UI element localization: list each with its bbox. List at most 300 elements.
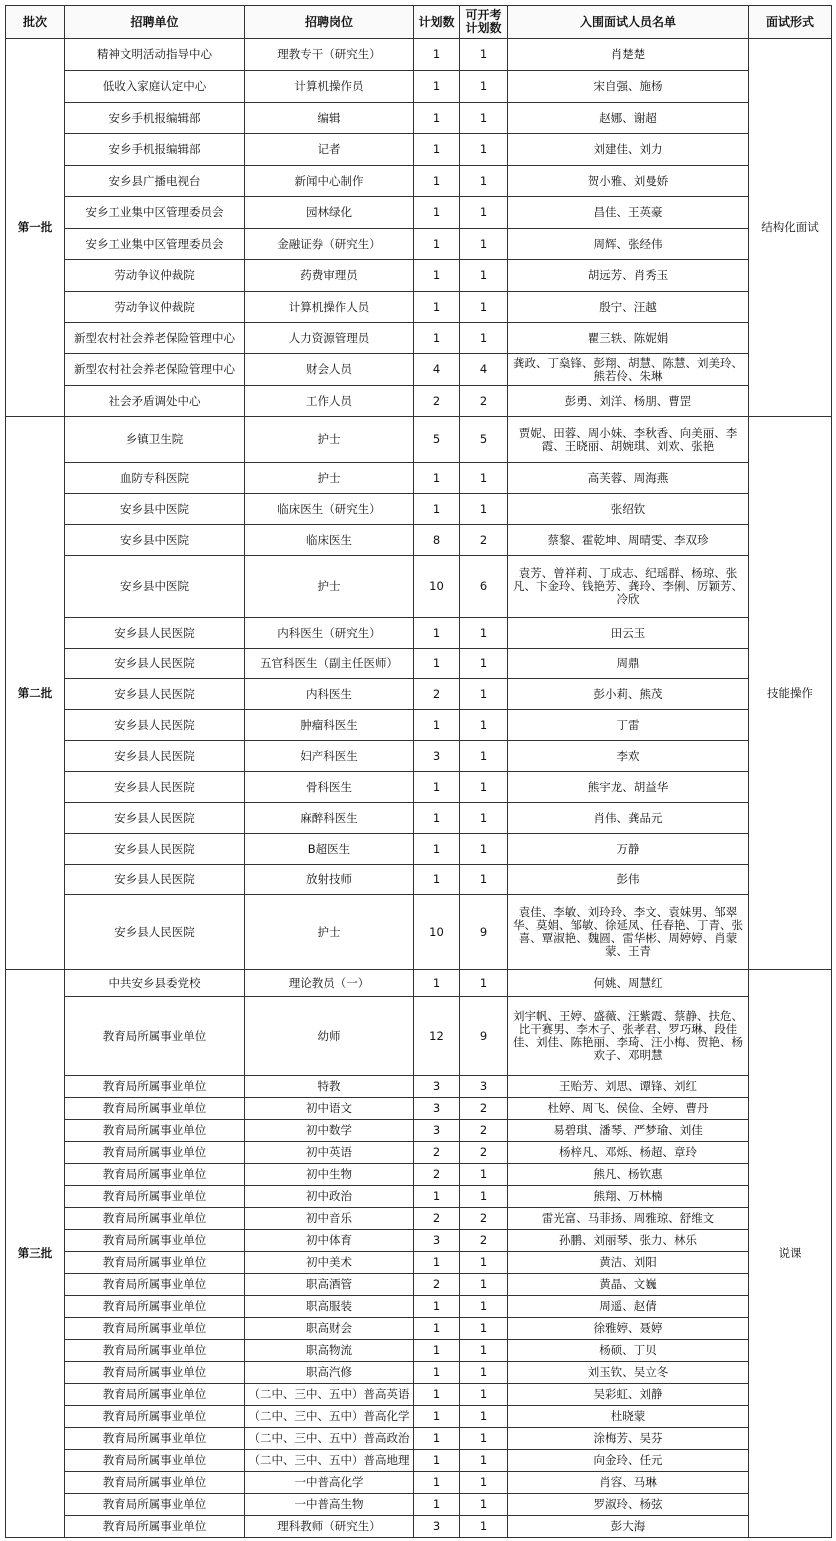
names-cell: 熊翔、万林楠 [508, 1186, 749, 1208]
header-batch: 批次 [6, 6, 65, 39]
table-row [6, 354, 832, 386]
open-plan-cell: 1 [460, 1274, 508, 1296]
plan-cell: 5 [414, 417, 460, 463]
names-cell: 蔡黎、霍乾坤、周晴雯、李双珍 [508, 525, 749, 556]
open-plan-cell: 1 [460, 1252, 508, 1274]
post-cell: 工作人员 [245, 386, 414, 417]
post-cell: 内科医生（研究生） [245, 618, 414, 649]
post-cell: 初中语文 [245, 1098, 414, 1120]
names-cell: 胡远芳、肖秀玉 [508, 260, 749, 292]
post-cell: 护士 [245, 463, 414, 494]
post-cell: 初中美术 [245, 1252, 414, 1274]
table-row [6, 1274, 832, 1296]
plan-cell: 1 [414, 166, 460, 197]
plan-cell: 2 [414, 1164, 460, 1186]
open-plan-cell: 1 [460, 772, 508, 803]
plan-cell: 1 [414, 1186, 460, 1208]
open-plan-cell: 2 [460, 1230, 508, 1252]
open-plan-cell: 1 [460, 1428, 508, 1450]
plan-cell: 2 [414, 386, 460, 417]
table-row [6, 386, 832, 417]
unit-cell: 安乡工业集中区管理委员会 [65, 197, 245, 229]
plan-cell: 10 [414, 556, 460, 618]
post-cell: 骨科医生 [245, 772, 414, 803]
plan-cell: 1 [414, 260, 460, 292]
open-plan-cell: 1 [460, 1516, 508, 1538]
unit-cell: 安乡县人民医院 [65, 710, 245, 741]
table-row [6, 865, 832, 895]
open-plan-cell: 3 [460, 1076, 508, 1098]
plan-cell: 1 [414, 710, 460, 741]
table-row [6, 1318, 832, 1340]
post-cell: 一中普高化学 [245, 1472, 414, 1494]
open-plan-cell: 1 [460, 494, 508, 525]
unit-cell: 教育局所属事业单位 [65, 1120, 245, 1142]
table-row [6, 618, 832, 649]
table-row [6, 229, 832, 260]
unit-cell: 教育局所属事业单位 [65, 1406, 245, 1428]
names-cell: 周鼎 [508, 649, 749, 679]
open-plan-cell: 1 [460, 1186, 508, 1208]
unit-cell: 教育局所属事业单位 [65, 1340, 245, 1362]
unit-cell: 教育局所属事业单位 [65, 1428, 245, 1450]
table-row [6, 1384, 832, 1406]
open-plan-cell: 1 [460, 260, 508, 292]
plan-cell: 1 [414, 463, 460, 494]
unit-cell: 安乡县人民医院 [65, 772, 245, 803]
plan-cell: 1 [414, 197, 460, 229]
plan-cell: 4 [414, 354, 460, 386]
plan-cell: 1 [414, 834, 460, 865]
post-cell: 特教 [245, 1076, 414, 1098]
unit-cell: 安乡县人民医院 [65, 803, 245, 834]
unit-cell: 劳动争议仲裁院 [65, 260, 245, 292]
open-plan-cell: 1 [460, 1384, 508, 1406]
open-plan-cell: 1 [460, 103, 508, 134]
batch-label: 第三批 [6, 970, 65, 1538]
names-cell: 张绍钦 [508, 494, 749, 525]
table-row [6, 1252, 832, 1274]
post-cell: 临床医生 [245, 525, 414, 556]
names-cell: 龚政、丁燊锋、彭翔、胡慧、陈慧、刘美玲、熊若伶、朱琳 [508, 354, 749, 386]
names-cell: 袁佳、李敏、刘玲玲、李文、袁妹男、邹翠华、莫娟、邹敏、徐延凤、任春艳、丁青、张喜、覃淑艳、魏圆、雷华彬、周婷婷、肖蒙蒙、王青 [508, 895, 749, 970]
unit-cell: 教育局所属事业单位 [65, 1208, 245, 1230]
plan-cell: 1 [414, 1318, 460, 1340]
open-plan-cell: 1 [460, 1406, 508, 1428]
table-row [6, 525, 832, 556]
plan-cell: 10 [414, 895, 460, 970]
post-cell: 人力资源管理员 [245, 323, 414, 354]
post-cell: 五官科医生（副主任医师） [245, 649, 414, 679]
names-cell: 丁雷 [508, 710, 749, 741]
table-row [6, 834, 832, 865]
post-cell: 职高财会 [245, 1318, 414, 1340]
unit-cell: 教育局所属事业单位 [65, 1450, 245, 1472]
names-cell: 瞿三轶、陈妮娟 [508, 323, 749, 354]
post-cell: 放射技师 [245, 865, 414, 895]
unit-cell: 新型农村社会养老保险管理中心 [65, 354, 245, 386]
table-row [6, 803, 832, 834]
table-row [6, 1098, 832, 1120]
names-cell: 刘建佳、刘力 [508, 134, 749, 166]
table-row [6, 103, 832, 134]
open-plan-cell: 2 [460, 386, 508, 417]
plan-cell: 1 [414, 1252, 460, 1274]
table-row [6, 1516, 832, 1538]
plan-cell: 2 [414, 1274, 460, 1296]
plan-cell: 1 [414, 1428, 460, 1450]
names-cell: 向金玲、任元 [508, 1450, 749, 1472]
unit-cell: 教育局所属事业单位 [65, 1230, 245, 1252]
open-plan-cell: 5 [460, 417, 508, 463]
names-cell: 肖容、马琳 [508, 1472, 749, 1494]
batch-label: 第一批 [6, 39, 65, 417]
open-plan-cell: 2 [460, 1120, 508, 1142]
post-cell: 药费审理员 [245, 260, 414, 292]
unit-cell: 教育局所属事业单位 [65, 1516, 245, 1538]
open-plan-cell: 1 [460, 134, 508, 166]
table-row [6, 1208, 832, 1230]
post-cell: 妇产科医生 [245, 741, 414, 772]
header-plan: 计划数 [414, 6, 460, 39]
names-cell: 涂梅芳、吴芬 [508, 1428, 749, 1450]
table-row [6, 1230, 832, 1252]
post-cell: 编辑 [245, 103, 414, 134]
table-row [6, 895, 832, 970]
unit-cell: 安乡县中医院 [65, 525, 245, 556]
post-cell: 一中普高生物 [245, 1494, 414, 1516]
plan-cell: 1 [414, 103, 460, 134]
post-cell: 初中英语 [245, 1142, 414, 1164]
names-cell: 周辉、张经伟 [508, 229, 749, 260]
table-row [6, 679, 832, 710]
post-cell: 新闻中心制作 [245, 166, 414, 197]
names-cell: 易碧琪、潘琴、严梦瑜、刘佳 [508, 1120, 749, 1142]
plan-cell: 8 [414, 525, 460, 556]
plan-cell: 3 [414, 1098, 460, 1120]
table-row [6, 1120, 832, 1142]
plan-cell: 3 [414, 1516, 460, 1538]
open-plan-cell: 1 [460, 741, 508, 772]
unit-cell: 新型农村社会养老保险管理中心 [65, 323, 245, 354]
plan-cell: 1 [414, 229, 460, 260]
table-row [6, 1340, 832, 1362]
open-plan-cell: 1 [460, 649, 508, 679]
header-unit: 招聘单位 [65, 6, 245, 39]
post-cell: 理论教员（一） [245, 970, 414, 997]
open-plan-cell: 1 [460, 834, 508, 865]
open-plan-cell: 1 [460, 39, 508, 71]
header-post: 招聘岗位 [245, 6, 414, 39]
table-row [6, 323, 832, 354]
names-cell: 万静 [508, 834, 749, 865]
table-row [6, 970, 832, 997]
interview-form: 结构化面试 [749, 39, 832, 417]
table-row [6, 741, 832, 772]
names-cell: 周遥、赵倩 [508, 1296, 749, 1318]
table-row [6, 1296, 832, 1318]
plan-cell: 1 [414, 1340, 460, 1362]
unit-cell: 安乡手机报编辑部 [65, 103, 245, 134]
plan-cell: 1 [414, 772, 460, 803]
unit-cell: 安乡手机报编辑部 [65, 134, 245, 166]
interview-form: 说课 [749, 970, 832, 1538]
post-cell: 计算机操作人员 [245, 292, 414, 323]
open-plan-cell: 1 [460, 618, 508, 649]
table-row [6, 1428, 832, 1450]
unit-cell: 安乡县人民医院 [65, 741, 245, 772]
plan-cell: 1 [414, 803, 460, 834]
table-row [6, 166, 832, 197]
table-row [6, 997, 832, 1076]
open-plan-cell: 4 [460, 354, 508, 386]
table-row [6, 197, 832, 229]
names-cell: 殷宁、汪越 [508, 292, 749, 323]
table-row [6, 417, 832, 463]
post-cell: 计算机操作员 [245, 71, 414, 103]
table-row [6, 772, 832, 803]
names-cell: 何姚、周慧红 [508, 970, 749, 997]
unit-cell: 中共安乡县委党校 [65, 970, 245, 997]
names-cell: 孙鹏、刘丽琴、张力、林乐 [508, 1230, 749, 1252]
table-row [6, 463, 832, 494]
plan-cell: 1 [414, 134, 460, 166]
names-cell: 袁芳、曾祥莉、丁成志、纪瑶群、杨琼、张凡、卞金玲、钱艳芳、龚玲、李俐、厉颖芳、冷欣 [508, 556, 749, 618]
table-row [6, 1472, 832, 1494]
unit-cell: 安乡工业集中区管理委员会 [65, 229, 245, 260]
post-cell: 肿瘤科医生 [245, 710, 414, 741]
unit-cell: 低收入家庭认定中心 [65, 71, 245, 103]
open-plan-cell: 1 [460, 1340, 508, 1362]
names-cell: 彭勇、刘洋、杨朋、曹罡 [508, 386, 749, 417]
names-cell: 肖楚楚 [508, 39, 749, 71]
unit-cell: 教育局所属事业单位 [65, 1164, 245, 1186]
unit-cell: 教育局所属事业单位 [65, 1384, 245, 1406]
post-cell: 护士 [245, 556, 414, 618]
plan-cell: 1 [414, 1450, 460, 1472]
open-plan-cell: 1 [460, 1450, 508, 1472]
names-cell: 昌佳、王英豪 [508, 197, 749, 229]
names-cell: 肖伟、龚品元 [508, 803, 749, 834]
interview-form: 技能操作 [749, 417, 832, 970]
names-cell: 刘玉钦、吴立冬 [508, 1362, 749, 1384]
names-cell: 宋自强、施杨 [508, 71, 749, 103]
table-row [6, 71, 832, 103]
post-cell: （二中、三中、五中）普高化学 [245, 1406, 414, 1428]
table-row [6, 1076, 832, 1098]
plan-cell: 3 [414, 741, 460, 772]
plan-cell: 3 [414, 1120, 460, 1142]
names-cell: 黄晶、文巍 [508, 1274, 749, 1296]
post-cell: 护士 [245, 417, 414, 463]
post-cell: 理科教师（研究生） [245, 1516, 414, 1538]
table-row [6, 1186, 832, 1208]
unit-cell: 社会矛盾调处中心 [65, 386, 245, 417]
table-row [6, 556, 832, 618]
plan-cell: 2 [414, 679, 460, 710]
open-plan-cell: 2 [460, 1208, 508, 1230]
names-cell: 熊凡、杨钦惠 [508, 1164, 749, 1186]
names-cell: 罗淑玲、杨弦 [508, 1494, 749, 1516]
plan-cell: 1 [414, 1362, 460, 1384]
plan-cell: 3 [414, 1076, 460, 1098]
post-cell: 临床医生（研究生） [245, 494, 414, 525]
plan-cell: 1 [414, 1296, 460, 1318]
plan-cell: 1 [414, 618, 460, 649]
names-cell: 彭伟 [508, 865, 749, 895]
names-cell: 杨硕、丁贝 [508, 1340, 749, 1362]
names-cell: 刘宇帆、王婷、盛薇、汪紫霞、蔡静、扶危、比干赛男、李木子、张孝君、罗巧琳、段佳佳、刘佳、陈艳丽、李琦、汪小梅、贺艳、杨欢子、邓明慧 [508, 997, 749, 1076]
names-cell: 田云玉 [508, 618, 749, 649]
open-plan-cell: 2 [460, 1142, 508, 1164]
names-cell: 高芙蓉、周海燕 [508, 463, 749, 494]
names-cell: 杜晓蒙 [508, 1406, 749, 1428]
open-plan-cell: 1 [460, 1164, 508, 1186]
unit-cell: 安乡县人民医院 [65, 865, 245, 895]
unit-cell: 教育局所属事业单位 [65, 1274, 245, 1296]
post-cell: 职高物流 [245, 1340, 414, 1362]
unit-cell: 教育局所属事业单位 [65, 1098, 245, 1120]
open-plan-cell: 1 [460, 292, 508, 323]
open-plan-cell: 1 [460, 229, 508, 260]
unit-cell: 教育局所属事业单位 [65, 1142, 245, 1164]
plan-cell: 1 [414, 292, 460, 323]
open-plan-cell: 1 [460, 323, 508, 354]
batch-label: 第二批 [6, 417, 65, 970]
unit-cell: 教育局所属事业单位 [65, 1362, 245, 1384]
open-plan-cell: 1 [460, 710, 508, 741]
table-row [6, 494, 832, 525]
plan-cell: 1 [414, 1406, 460, 1428]
unit-cell: 教育局所属事业单位 [65, 1318, 245, 1340]
table-header [6, 6, 832, 39]
unit-cell: 劳动争议仲裁院 [65, 292, 245, 323]
open-plan-cell: 1 [460, 1296, 508, 1318]
unit-cell: 教育局所属事业单位 [65, 997, 245, 1076]
unit-cell: 安乡县人民医院 [65, 895, 245, 970]
table-row [6, 1142, 832, 1164]
post-cell: B超医生 [245, 834, 414, 865]
open-plan-cell: 1 [460, 463, 508, 494]
table-row [6, 649, 832, 679]
unit-cell: 安乡县人民医院 [65, 679, 245, 710]
names-cell: 徐雅婷、聂婷 [508, 1318, 749, 1340]
post-cell: 园林绿化 [245, 197, 414, 229]
table-row [6, 1450, 832, 1472]
open-plan-cell: 9 [460, 997, 508, 1076]
plan-cell: 1 [414, 1472, 460, 1494]
unit-cell: 教育局所属事业单位 [65, 1296, 245, 1318]
names-cell: 贾妮、田蓉、周小妹、李秋香、向美丽、李霞、王晓丽、胡婉琪、刘欢、张艳 [508, 417, 749, 463]
plan-cell: 3 [414, 1230, 460, 1252]
post-cell: 初中政治 [245, 1186, 414, 1208]
post-cell: 幼师 [245, 997, 414, 1076]
post-cell: 麻醉科医生 [245, 803, 414, 834]
open-plan-cell: 6 [460, 556, 508, 618]
unit-cell: 安乡县中医院 [65, 494, 245, 525]
unit-cell: 教育局所属事业单位 [65, 1494, 245, 1516]
plan-cell: 1 [414, 865, 460, 895]
post-cell: 初中数学 [245, 1120, 414, 1142]
post-cell: 理教专干（研究生） [245, 39, 414, 71]
post-cell: 记者 [245, 134, 414, 166]
open-plan-cell: 1 [460, 197, 508, 229]
open-plan-cell: 2 [460, 1098, 508, 1120]
plan-cell: 1 [414, 649, 460, 679]
table-row [6, 134, 832, 166]
open-plan-cell: 1 [460, 970, 508, 997]
post-cell: 初中音乐 [245, 1208, 414, 1230]
unit-cell: 安乡县人民医院 [65, 618, 245, 649]
post-cell: （二中、三中、五中）普高地理 [245, 1450, 414, 1472]
open-plan-cell: 1 [460, 1362, 508, 1384]
names-cell: 贺小雅、刘曼娇 [508, 166, 749, 197]
post-cell: 金融证券（研究生） [245, 229, 414, 260]
post-cell: 初中体育 [245, 1230, 414, 1252]
plan-cell: 2 [414, 1208, 460, 1230]
plan-cell: 1 [414, 323, 460, 354]
open-plan-cell: 1 [460, 1318, 508, 1340]
names-cell: 王贻芳、刘思、谭锋、刘红 [508, 1076, 749, 1098]
open-plan-cell: 1 [460, 166, 508, 197]
names-cell: 彭小莉、熊茂 [508, 679, 749, 710]
unit-cell: 教育局所属事业单位 [65, 1252, 245, 1274]
plan-cell: 2 [414, 1142, 460, 1164]
unit-cell: 安乡县人民医院 [65, 649, 245, 679]
table-row [6, 1494, 832, 1516]
header-open-plan: 可开考计划数 [460, 6, 508, 39]
unit-cell: 教育局所属事业单位 [65, 1472, 245, 1494]
unit-cell: 血防专科医院 [65, 463, 245, 494]
table-row [6, 710, 832, 741]
post-cell: 内科医生 [245, 679, 414, 710]
table-row [6, 1164, 832, 1186]
unit-cell: 安乡县人民医院 [65, 834, 245, 865]
open-plan-cell: 1 [460, 803, 508, 834]
post-cell: （二中、三中、五中）普高政治 [245, 1428, 414, 1450]
names-cell: 熊宇龙、胡益华 [508, 772, 749, 803]
post-cell: 初中生物 [245, 1164, 414, 1186]
open-plan-cell: 2 [460, 525, 508, 556]
post-cell: 职高汽修 [245, 1362, 414, 1384]
open-plan-cell: 9 [460, 895, 508, 970]
table-row [6, 260, 832, 292]
post-cell: 职高服装 [245, 1296, 414, 1318]
unit-cell: 精神文明活动指导中心 [65, 39, 245, 71]
table-row [6, 292, 832, 323]
post-cell: 护士 [245, 895, 414, 970]
open-plan-cell: 1 [460, 71, 508, 103]
names-cell: 杨梓凡、邓烁、杨超、章玲 [508, 1142, 749, 1164]
header-names: 入围面试人员名单 [508, 6, 749, 39]
unit-cell: 安乡县广播电视台 [65, 166, 245, 197]
names-cell: 雷光富、马菲扬、周雅琼、舒维文 [508, 1208, 749, 1230]
plan-cell: 1 [414, 1494, 460, 1516]
names-cell: 吴彩虹、刘静 [508, 1384, 749, 1406]
post-cell: （二中、三中、五中）普高英语 [245, 1384, 414, 1406]
open-plan-cell: 1 [460, 1494, 508, 1516]
names-cell: 杜婷、周飞、侯俭、全婷、曹丹 [508, 1098, 749, 1120]
recruitment-table [5, 5, 832, 1538]
names-cell: 彭大海 [508, 1516, 749, 1538]
names-cell: 赵娜、谢超 [508, 103, 749, 134]
unit-cell: 教育局所属事业单位 [65, 1076, 245, 1098]
plan-cell: 1 [414, 1384, 460, 1406]
open-plan-cell: 1 [460, 865, 508, 895]
table-row [6, 39, 832, 71]
header-form: 面试形式 [749, 6, 832, 39]
plan-cell: 1 [414, 39, 460, 71]
